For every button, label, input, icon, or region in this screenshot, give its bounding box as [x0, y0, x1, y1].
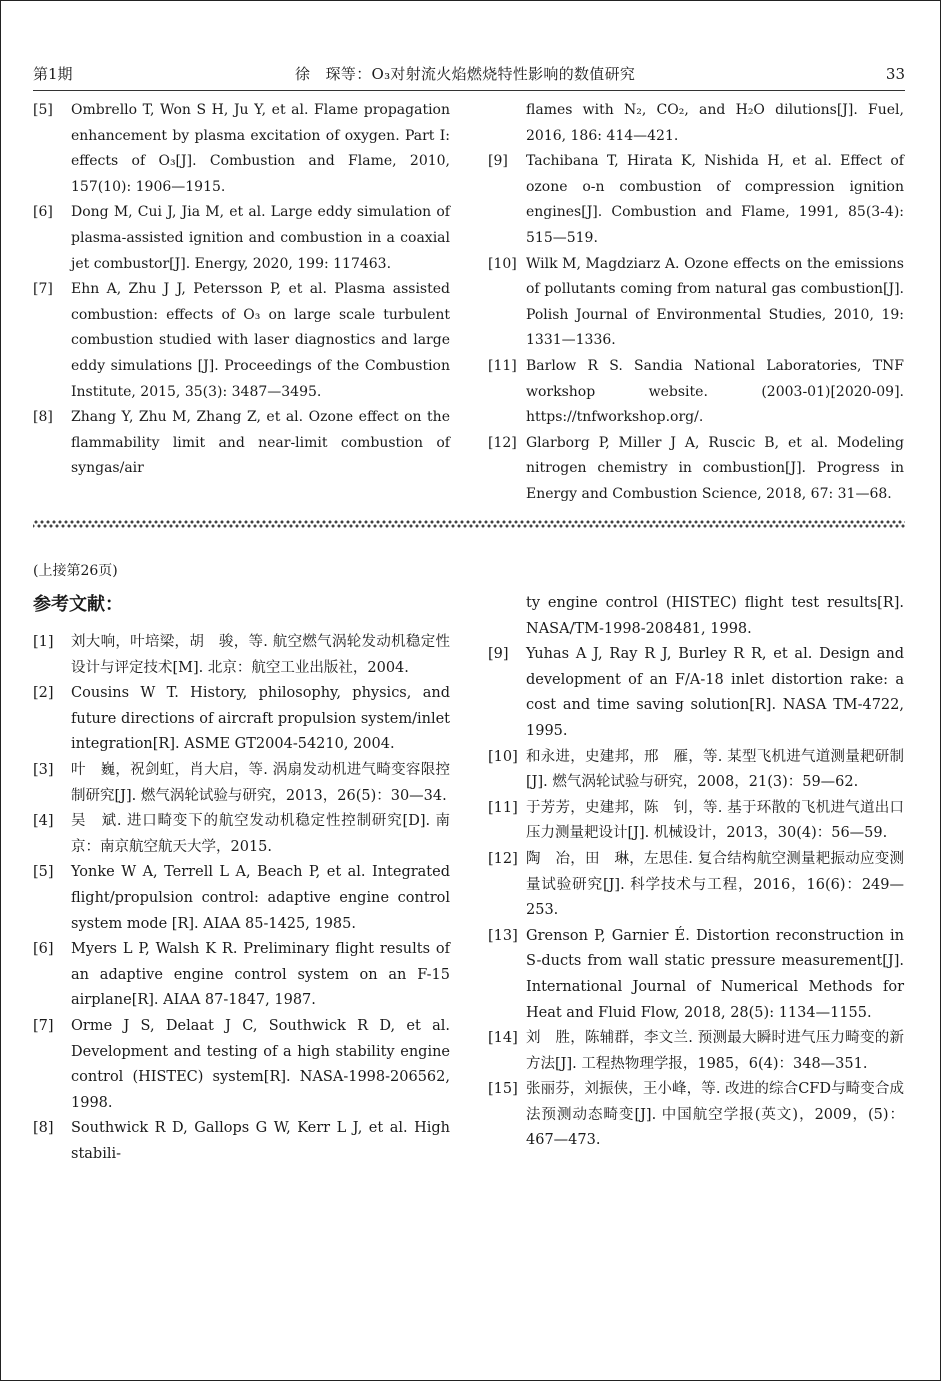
reference-item — [33, 277, 450, 405]
reference-item — [33, 809, 450, 860]
reference-item — [488, 796, 904, 847]
reference-text: 张丽芬，刘振侠，王小峰，等. 改进的综合CFD与畸变合成法预测动态畸变[J]. 中国航空学报(英文)，2009，(5)：467—473. — [526, 1081, 904, 1149]
reference-number: [11] — [488, 799, 518, 816]
reference-text: 陶 冶，田 琳，左思佳. 复合结构航空测量耙振动应变测量试验研究[J]. 科学技术与工程，2016，16(6)：249—253. — [526, 850, 904, 919]
reference-text: Yuhas A J, Ray R J, Burley R R, et al. Design and development of an F/A-18 inlet distortion rake: a cost and time saving solution[R]. NASA TM-4722, 1995. — [526, 646, 904, 739]
reference-number: [7] — [33, 1017, 54, 1034]
reference-text: Southwick R D, Gallops G W, Kerr L J, et al. High stabili- — [71, 1120, 450, 1162]
reference-item — [33, 860, 450, 937]
section-b-left-column — [33, 630, 450, 1167]
reference-text: Cousins W T. History, philosophy, physics, and future directions of aircraft propulsion system/inlet integration[R]. ASME GT2004-54210, 2004. — [71, 685, 450, 753]
reference-text: flames with N₂, CO₂, and H₂O dilutions[J]. Fuel, 2016, 186: 414—421. — [526, 102, 904, 144]
section-a-left-column — [33, 98, 450, 482]
reference-item — [33, 98, 450, 200]
reference-number: [5] — [33, 102, 53, 118]
reference-number: [5] — [33, 864, 54, 881]
reference-text: Ehn A, Zhu J J, Petersson P, et al. Plasma assisted combustion: effects of O₃ on large scale turbulent combustion studied with laser diagnostics and large eddy simulations [J]. Proceedings of the Combustion Institute, 2015, 35(3): 3487—3495. — [71, 281, 450, 400]
reference-number: [7] — [33, 281, 53, 298]
reference-text: Myers L P, Walsh K R. Preliminary flight results of an adaptive engine control system on an F-15 airplane[R]. AIAA 87-1847, 1987. — [71, 941, 450, 1009]
reference-number: [1] — [33, 634, 54, 650]
reference-item — [488, 252, 904, 354]
reference-text: Glarborg P, Miller J A, Ruscic B, et al. Modeling nitrogen chemistry in combustion[J]. Progress in Energy and Combustion Science, 2018, 67: 31—68. — [526, 434, 904, 502]
reference-item — [488, 1026, 904, 1077]
reference-text: ty engine control (HISTEC) flight test results[R]. NASA/TM-1998-208481, 1998. — [526, 595, 904, 637]
issue-number: 第1期 — [33, 65, 73, 83]
reference-item — [33, 630, 450, 681]
page-number: 33 — [885, 65, 905, 83]
reference-item — [33, 200, 450, 277]
reference-number: [15] — [488, 1081, 518, 1098]
section-divider — [33, 519, 905, 529]
reference-text: Zhang Y, Zhu M, Zhang Z, et al. Ozone effect on the flammability limit and near-limit combustion of syngas/air — [71, 409, 450, 477]
reference-text: Orme J S, Delaat J C, Southwick R D, et al. Development and testing of a high stability engine control (HISTEC) system[R]. NASA-1998-206562, 1998. — [71, 1017, 450, 1111]
reference-text: 和永进，史建邦，邢 雁，等. 某型飞机进气道测量耙研制[J]. 燃气涡轮试验与研究，2008，21(3)：59—62. — [526, 748, 904, 791]
reference-item — [488, 431, 904, 508]
reference-number: [12] — [488, 434, 517, 451]
reference-item — [33, 681, 450, 758]
reference-text: 刘 胜，陈辅群，李文兰. 预测最大瞬时进气压力畸变的新方法[J]. 工程热物理学报，1985，6(4)：348—351. — [526, 1030, 904, 1072]
reference-number: [2] — [33, 685, 54, 702]
reference-number: [9] — [488, 646, 509, 663]
reference-item — [488, 745, 904, 796]
reference-text: 吴 斌. 进口畸变下的航空发动机稳定性控制研究[D]. 南京：南京航空航天大学，2015. — [71, 813, 450, 855]
reference-number: [12] — [488, 850, 518, 867]
reference-number: [11] — [488, 357, 517, 374]
reference-text: 于芳芳，史建邦，陈 钊，等. 基于环散的飞机进气道出口压力测量耙设计[J]. 机械设计，2013，30(4)：56—59. — [526, 799, 904, 842]
reference-text: Barlow R S. Sandia National Laboratories, TNF workshop website. (2003-01)[2020-09]. https://tnfworkshop.org/. — [526, 357, 904, 426]
reference-text: Wilk M, Magdziarz A. Ozone effects on the emissions of pollutants coming from natural gas combustion[J]. Polish Journal of Environmental Studies, 2010, 19: 1331—1336. — [526, 255, 904, 349]
reference-text: 叶 巍，祝剑虹，肖大启，等. 涡扇发动机进气畸变容限控制研究[J]. 燃气涡轮试验与研究，2013，26(5)：30—34. — [71, 761, 450, 804]
continued-from-label: (上接第26页) — [33, 563, 118, 579]
reference-number: [4] — [33, 813, 54, 830]
reference-text: Yonke W A, Terrell L A, Beach P, et al. Integrated flight/propulsion control: adaptive engine control system mode [R]. AIAA 85-1425, 1985. — [71, 864, 450, 932]
references-heading: 参考文献： — [33, 594, 123, 615]
reference-item — [488, 354, 904, 431]
reference-number: [10] — [488, 748, 518, 765]
reference-number: [10] — [488, 255, 517, 272]
reference-item — [33, 1116, 450, 1167]
reference-number: [6] — [33, 941, 54, 958]
reference-text: Grenson P, Garnier É. Distortion reconstruction in S-ducts from wall static pressure measurement[J]. International Journal of Numerical Methods for Heat and Fluid Flow, 2018, 28(5): 1134—1155. — [526, 927, 904, 1021]
reference-number: [8] — [33, 409, 53, 426]
reference-continuation — [488, 98, 904, 149]
section-b-right-column — [488, 591, 904, 1154]
reference-item — [488, 149, 904, 251]
reference-number: [9] — [488, 153, 508, 170]
reference-number: [6] — [33, 204, 53, 221]
reference-item — [33, 405, 450, 482]
reference-number: [3] — [33, 761, 54, 778]
section-a-right-column — [488, 98, 904, 508]
reference-item — [488, 847, 904, 924]
reference-number: [8] — [33, 1120, 54, 1137]
header-rule — [33, 90, 905, 91]
reference-text: Ombrello T, Won S H, Ju Y, et al. Flame propagation enhancement by plasma excitation of oxygen. Part I: effects of O₃[J]. Combustion and Flame, 2010, 157(10): 1906—1915. — [71, 102, 450, 195]
reference-continuation — [488, 591, 904, 642]
reference-item — [488, 642, 904, 744]
reference-number: [14] — [488, 1030, 518, 1047]
reference-text: Tachibana T, Hirata K, Nishida H, et al. Effect of ozone o-n combustion of compression ignition engines[J]. Combustion and Flame, 1991, 85(3-4): 515—519. — [526, 153, 904, 246]
reference-text: Dong M, Cui J, Jia M, et al. Large eddy simulation of plasma-assisted ignition and combustion in a coaxial jet combustor[J]. Energy, 2020, 199: 117463. — [71, 204, 450, 272]
reference-number: [13] — [488, 927, 518, 944]
reference-item — [488, 924, 904, 1026]
reference-item — [33, 758, 450, 809]
reference-text: 刘大响，叶培梁，胡 骏，等. 航空燃气涡轮发动机稳定性设计与评定技术[M]. 北京：航空工业出版社，2004. — [71, 634, 450, 676]
reference-item — [488, 1077, 904, 1154]
running-title: 徐 琛等：O₃对射流火焰燃烧特性影响的数值研究 — [295, 65, 636, 83]
reference-item — [33, 937, 450, 1014]
running-header — [33, 63, 905, 85]
reference-item — [33, 1014, 450, 1116]
